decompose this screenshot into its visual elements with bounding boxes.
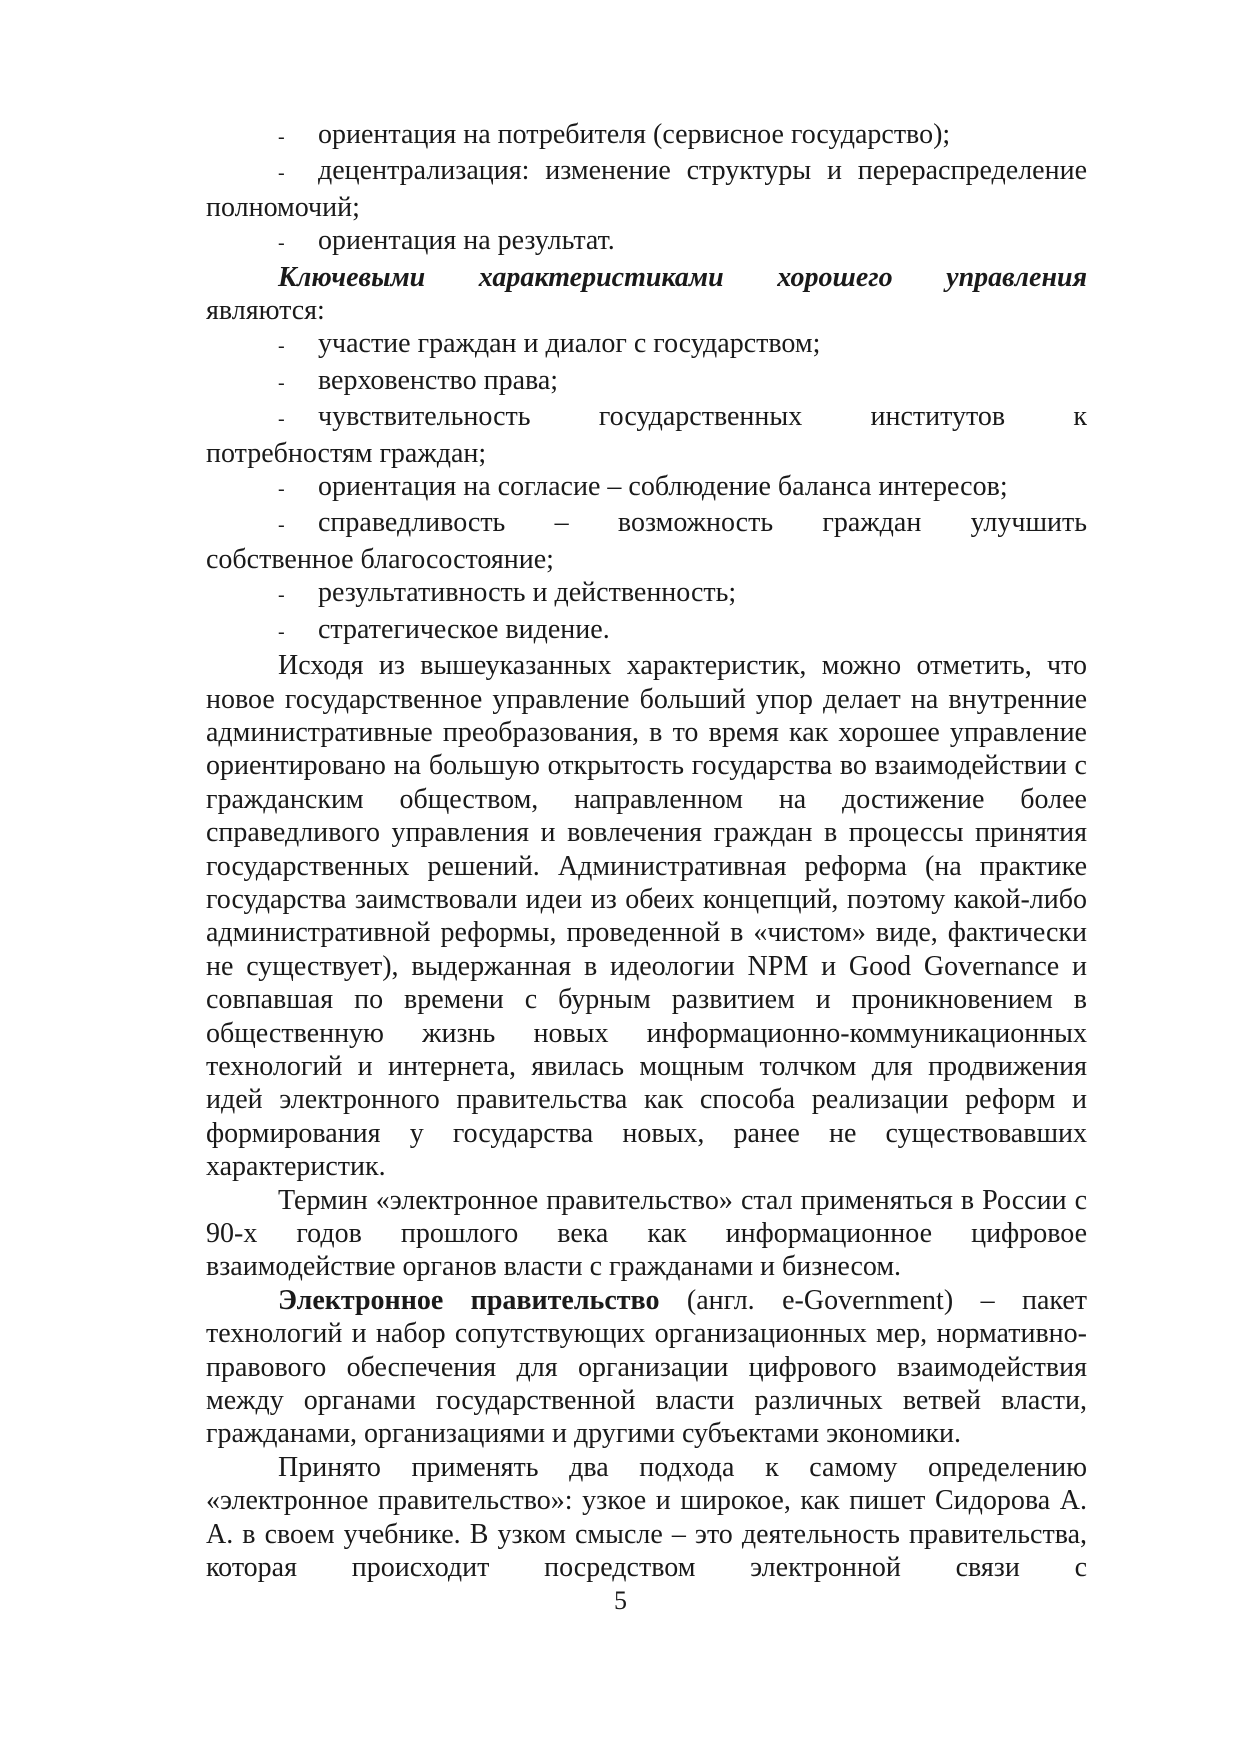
list-item-continuation: потребностям граждан; <box>206 437 487 469</box>
list-item <box>206 400 1087 436</box>
list-item <box>206 224 1087 260</box>
bullet-dash: - <box>278 371 285 394</box>
paragraph-definition <box>206 1284 1087 1451</box>
bullet-dash: - <box>278 162 285 185</box>
heading-continuation: являются: <box>206 295 325 327</box>
bullet-dash: - <box>278 584 285 607</box>
list-item-text: стратегическое видение. <box>318 613 610 645</box>
paragraph-term-history: Термин «электронное правительство» стал применяться в России с 90-х годов прошлого века как информационное цифровое взаимодействие органов власти с гражданами и бизнесом. <box>206 1184 1087 1283</box>
definition-text: (англ. e-Government) – пакет технологий и набор сопутствующих организационных мер, нормативно-правового обеспечения для организации цифрового взаимодействия между органами государственной власти различных ветвей власти, гражданами, организациями и другими субъектами экономики. <box>206 1284 1087 1450</box>
list-item-text: ориентация на результат. <box>318 225 615 257</box>
list-item-text: участие граждан и диалог с государством; <box>318 328 821 360</box>
list-item-continuation: полномочий; <box>206 191 360 223</box>
list-item-continuation: собственное благосостояние; <box>206 543 554 575</box>
paragraph-approaches: Принято применять два подхода к самому определению «электронное правительство»: узкое и широкое, как пишет Сидорова А. А. в своем учебнике. В узком смысле – это деятельность правительства, которая происходит посредством электронной связи с <box>206 1451 1087 1584</box>
document-page <box>206 118 1087 1584</box>
list-item-text: верховенство права; <box>318 364 559 396</box>
heading-emphasis: Ключевыми характеристиками хорошего управления <box>278 261 1087 293</box>
page-number: 5 <box>614 1586 627 1615</box>
paragraph-analysis: Исходя из вышеуказанных характеристик, можно отметить, что новое государственное управление больший упор делает на внутренние административные преобразования, в то время как хорошее управление ориентировано на большую открытость государства во взаимодействии с гражданским обществом, направленном на достижение более справедливого управления и вовлечения граждан в процессы принятия государственных решений. Административная реформа (на практике государства заимствовали идеи из обеих концепций, поэтому какой-либо административной реформы, проведенной в «чистом» виде, фактически не существует), выдержанная в идеологии NPM и Good Governance и совпавшая по времени с бурным развитием и проникновением в общественную жизнь новых информационно-коммуникационных технологий и интернета, явилась мощным толчком для продвижения идей электронного правительства как способа реализации реформ и формирования у государства новых, ранее не существовавших характеристик. <box>206 650 1087 1183</box>
list-item-text: результативность и действенность; <box>318 577 737 609</box>
list-item-text: ориентация на согласие – соблюдение баланса интересов; <box>318 471 1008 503</box>
bullet-dash: - <box>278 335 285 358</box>
list-item <box>206 470 1087 506</box>
list-item <box>206 327 1087 363</box>
list-item-text: децентрализация: изменение структуры и перераспределение <box>318 155 1087 187</box>
bullet-dash: - <box>278 232 285 255</box>
bullet-dash: - <box>278 478 285 501</box>
list-item-text: справедливость – возможность граждан улучшить <box>318 507 1087 539</box>
list-item <box>206 613 1087 649</box>
list-item <box>206 364 1087 400</box>
list-item <box>206 154 1087 190</box>
list-item-text: ориентация на потребителя (сервисное государство); <box>318 119 951 150</box>
bullet-dash: - <box>278 620 285 643</box>
bullet-list-characteristics <box>206 327 1087 649</box>
bullet-dash: - <box>278 126 285 148</box>
list-item <box>206 576 1087 612</box>
list-item <box>206 118 1087 154</box>
list-item <box>206 506 1087 542</box>
bullet-dash: - <box>278 514 285 537</box>
key-characteristics-heading <box>206 261 1087 294</box>
definition-term: Электронное правительство <box>278 1284 660 1316</box>
list-item-text: чувствительность государственных институтов к <box>318 401 1087 433</box>
bullet-dash: - <box>278 408 285 431</box>
bullet-list-top <box>206 118 1087 261</box>
